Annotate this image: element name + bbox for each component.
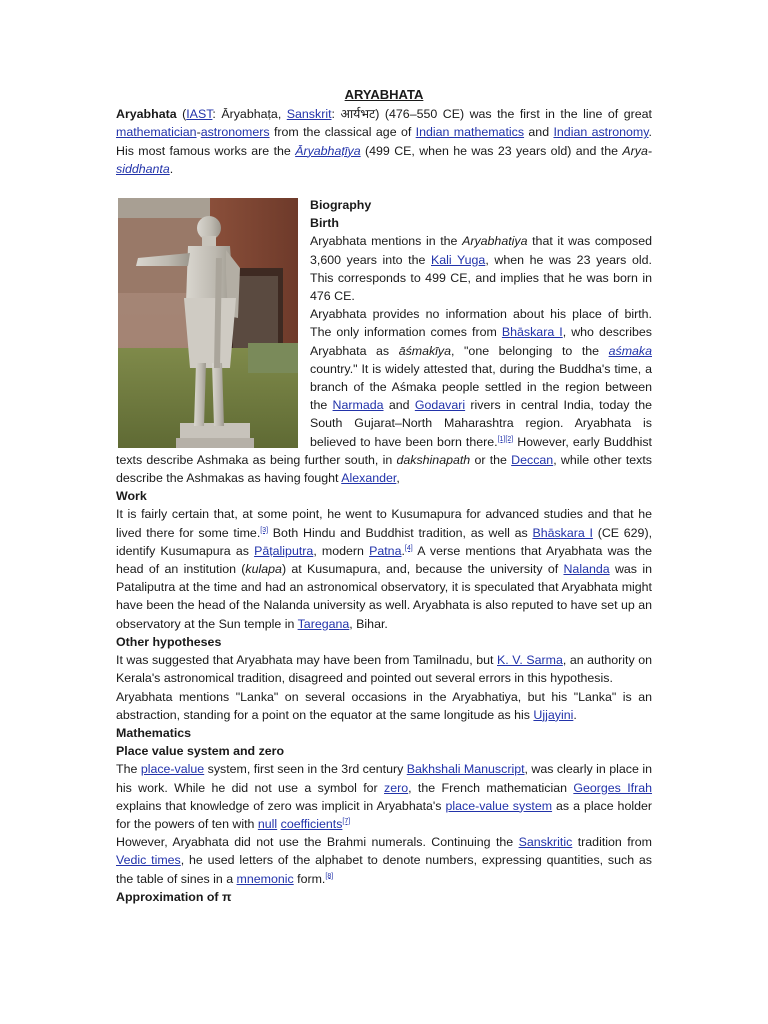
math-paragraph-1: The place-value system, first seen in the 3rd century Bakhshali Manuscript, was clearly in place in his work. While he did not use a symbol for zero, the French mathematician Georges Ifrah explains that knowledge of zero was implicit in Aryabhata's place-value system as a place holder for the powers of ten with null coefficients[7] bbox=[116, 762, 653, 831]
link-patna[interactable]: Patna bbox=[369, 543, 402, 558]
heading-work: Work bbox=[116, 489, 147, 504]
link-astronomers[interactable]: astronomers bbox=[200, 125, 270, 140]
heading-biography: Biography bbox=[310, 198, 372, 213]
ref-4[interactable]: [4] bbox=[404, 544, 413, 552]
link-kali-yuga[interactable]: Kali Yuga bbox=[431, 252, 486, 267]
link-bhaskara-1[interactable]: Bhāskara I bbox=[501, 325, 563, 340]
birth-paragraph-1: Aryabhata mentions in the Aryabhatiya that it was composed 3,600 years into the Kali Yuga, when he was 23 years old. This corresponds to 499 CE, and implies that he was born in 476 CE. bbox=[310, 234, 652, 304]
link-nalanda[interactable]: Nalanda bbox=[563, 562, 610, 577]
link-georges-ifrah[interactable]: Georges Ifrah bbox=[573, 780, 653, 795]
link-ujjayini[interactable]: Ujjayini bbox=[533, 707, 574, 722]
ref-8[interactable]: [8] bbox=[325, 872, 334, 880]
link-bakhshali-manuscript[interactable]: Bakhshali Manuscript bbox=[406, 762, 525, 777]
heading-place-value: Place value system and zero bbox=[116, 744, 285, 759]
link-narmada[interactable]: Narmada bbox=[332, 398, 384, 413]
subject-name: Aryabhata bbox=[116, 107, 177, 122]
link-indian-astronomy[interactable]: Indian astronomy bbox=[553, 125, 649, 140]
ref-2[interactable]: [2] bbox=[505, 435, 514, 443]
link-alexander[interactable]: Alexander bbox=[341, 471, 397, 486]
link-place-value-system[interactable]: place-value system bbox=[445, 798, 553, 813]
heading-birth: Birth bbox=[310, 216, 339, 231]
link-mathematician[interactable]: mathematician bbox=[116, 125, 197, 140]
birth-paragraph-2: Aryabhata provides no information about his place of birth. The only information comes from Bhāskara I, who describes Aryabhata as āśmakīya, "one belonging to the aśmaka country." It is widely attested that, during the Buddha's time, a branch of the Aśmaka people settled in the region between the Narmada and Godavari rivers in central India, today the South Gujarat–North Maharashtra region. Aryabhata is believed to have been born there.[1][2] However, early Buddhist texts describe Ashmaka as being further south, in dakshinapath or the Deccan, while other texts describe the Ashmakas as having fought Alexander, bbox=[116, 307, 653, 486]
link-zero[interactable]: zero bbox=[384, 780, 409, 795]
link-mnemonic[interactable]: mnemonic bbox=[236, 871, 294, 886]
heading-mathematics: Mathematics bbox=[116, 725, 192, 740]
link-taregana[interactable]: Taregana bbox=[297, 616, 350, 631]
other-paragraph-1: It was suggested that Aryabhata may have been from Tamilnadu, but K. V. Sarma, an authority on Kerala's astronomical tradition, disagreed and pointed out several errors in this hypothesis. bbox=[116, 653, 652, 686]
link-sanskrit[interactable]: Sanskrit bbox=[286, 107, 332, 122]
link-iast[interactable]: IAST bbox=[186, 107, 213, 122]
ref-1[interactable]: [1] bbox=[497, 435, 506, 443]
math-paragraph-2: However, Aryabhata did not use the Brahmi numerals. Continuing the Sanskritic tradition from Vedic times, he used letters of the alphabet to denote numbers, expressing quantities, such as the table of sines in a mnemonic form.[8] bbox=[116, 835, 653, 886]
link-asmaka[interactable]: aśmaka bbox=[608, 343, 652, 358]
link-sanskritic[interactable]: Sanskritic bbox=[518, 835, 573, 850]
heading-other-hypotheses: Other hypotheses bbox=[116, 634, 222, 649]
statue-photo-icon bbox=[118, 198, 298, 448]
link-godavari[interactable]: Godavari bbox=[414, 398, 466, 413]
other-paragraph-2: Aryabhata mentions "Lanka" on several occasions in the Aryabhatiya, but his "Lanka" is an abstraction, standing for a point on the equator at the same longitude as his Ujjayini. bbox=[116, 689, 652, 722]
link-vedic-times[interactable]: Vedic times bbox=[116, 853, 181, 868]
heading-approximation-pi: Approximation of π bbox=[116, 889, 232, 904]
link-null[interactable]: null bbox=[257, 816, 278, 831]
statue-photo bbox=[118, 198, 298, 448]
link-siddhanta[interactable]: siddhanta bbox=[116, 161, 170, 176]
intro-paragraph: Aryabhata (IAST: Āryabhaṭa, Sanskrit: आर्यभट) (476–550 CE) was the first in the line of great mathematician-astronomers from the classical age of Indian mathematics and Indian astronomy. His most famous works are the Āryabhaṭīya (499 CE, when he was 23 years old) and the Arya-siddhanta. bbox=[116, 107, 652, 176]
link-deccan[interactable]: Deccan bbox=[511, 452, 554, 467]
document-page bbox=[116, 86, 652, 906]
link-bhaskara-2[interactable]: Bhāskara I bbox=[532, 525, 593, 540]
link-indian-mathematics[interactable]: Indian mathematics bbox=[415, 125, 525, 140]
link-aryabhatiya[interactable]: Āryabhaṭīya bbox=[295, 143, 361, 158]
work-paragraph: It is fairly certain that, at some point, he went to Kusumapura for advanced studies and that he lived there for some time.[3] Both Hindu and Buddhist tradition, as well as Bhāskara I (CE 629), identify Kusumapura as Pāṭaliputra, modern Patna.[4] A verse mentions that Aryabhata was the head of an institution (kulapa) at Kusumapura, and, because the university of Nalanda was in Pataliputra at the time and had an astronomical observatory, it is speculated that Aryabhata might have been the head of the Nalanda university as well. Aryabhata is also reputed to have set up an observatory at the Sun temple in Taregana, Bihar. bbox=[116, 507, 653, 631]
link-pataliputra[interactable]: Pāṭaliputra bbox=[254, 543, 314, 558]
link-coefficients[interactable]: coefficients bbox=[280, 816, 343, 831]
link-kv-sarma[interactable]: K. V. Sarma bbox=[497, 653, 563, 668]
ref-3[interactable]: [3] bbox=[260, 526, 269, 534]
page-title: ARYABHATA bbox=[344, 87, 424, 102]
link-place-value[interactable]: place-value bbox=[140, 762, 205, 777]
ref-7[interactable]: [7] bbox=[342, 817, 351, 825]
